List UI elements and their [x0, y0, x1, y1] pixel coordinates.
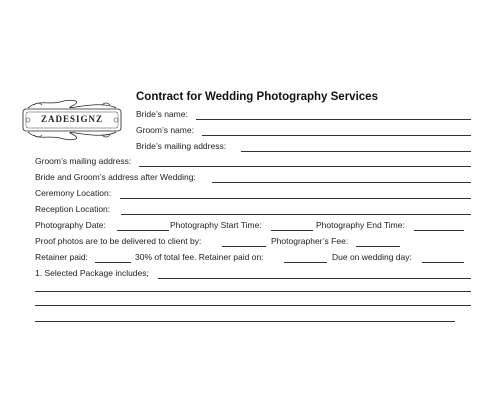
company-logo	[20, 99, 124, 141]
retainer-paid-label: Retainer paid:	[35, 252, 88, 262]
selected-package-label: 1. Selected Package includes;	[35, 268, 149, 278]
groom-name-field[interactable]	[202, 135, 471, 136]
photo-date-field[interactable]	[117, 230, 169, 231]
retainer-percent-label: 30% of total fee. Retainer paid on:	[135, 252, 264, 262]
start-time-label: Photography Start Time:	[170, 220, 262, 230]
retainer-paid-on-field[interactable]	[284, 262, 327, 263]
package-line-4[interactable]	[35, 321, 455, 322]
due-on-day-field[interactable]	[422, 262, 464, 263]
bride-mailing-field[interactable]	[241, 151, 471, 152]
start-time-field[interactable]	[271, 230, 313, 231]
reception-label: Reception Location:	[35, 204, 111, 214]
package-line-1[interactable]	[158, 278, 471, 279]
groom-mailing-field[interactable]	[139, 166, 471, 167]
photographer-fee-label: Photographer’s Fee:	[271, 236, 349, 246]
bride-mailing-label: Bride’s mailing address:	[136, 141, 227, 151]
reception-field[interactable]	[121, 214, 471, 215]
end-time-label: Photography End Time:	[316, 220, 405, 230]
groom-mailing-label: Groom’s mailing address:	[35, 156, 132, 166]
after-wedding-field[interactable]	[212, 182, 471, 183]
ceremony-field[interactable]	[120, 198, 471, 199]
package-line-3[interactable]	[35, 305, 471, 306]
bride-name-label: Bride’s name:	[136, 109, 188, 119]
photographer-fee-field[interactable]	[356, 246, 400, 247]
proof-delivery-label: Proof photos are to be delivered to client by:	[35, 236, 202, 246]
bride-name-field[interactable]	[196, 119, 471, 120]
due-on-day-label: Due on wedding day:	[332, 252, 412, 262]
form-title: Contract for Wedding Photography Services	[136, 91, 378, 103]
retainer-paid-field[interactable]	[95, 262, 131, 263]
end-time-field[interactable]	[414, 230, 464, 231]
photo-date-label: Photography Date:	[35, 220, 106, 230]
groom-name-label: Groom’s name:	[136, 125, 194, 135]
ceremony-label: Ceremony Location:	[35, 188, 112, 198]
proof-delivery-field[interactable]	[222, 246, 266, 247]
logo-text: ZADESIGNZ	[40, 114, 103, 124]
package-line-2[interactable]	[35, 291, 471, 292]
after-wedding-label: Bride and Groom’s address after Wedding:	[35, 172, 196, 182]
